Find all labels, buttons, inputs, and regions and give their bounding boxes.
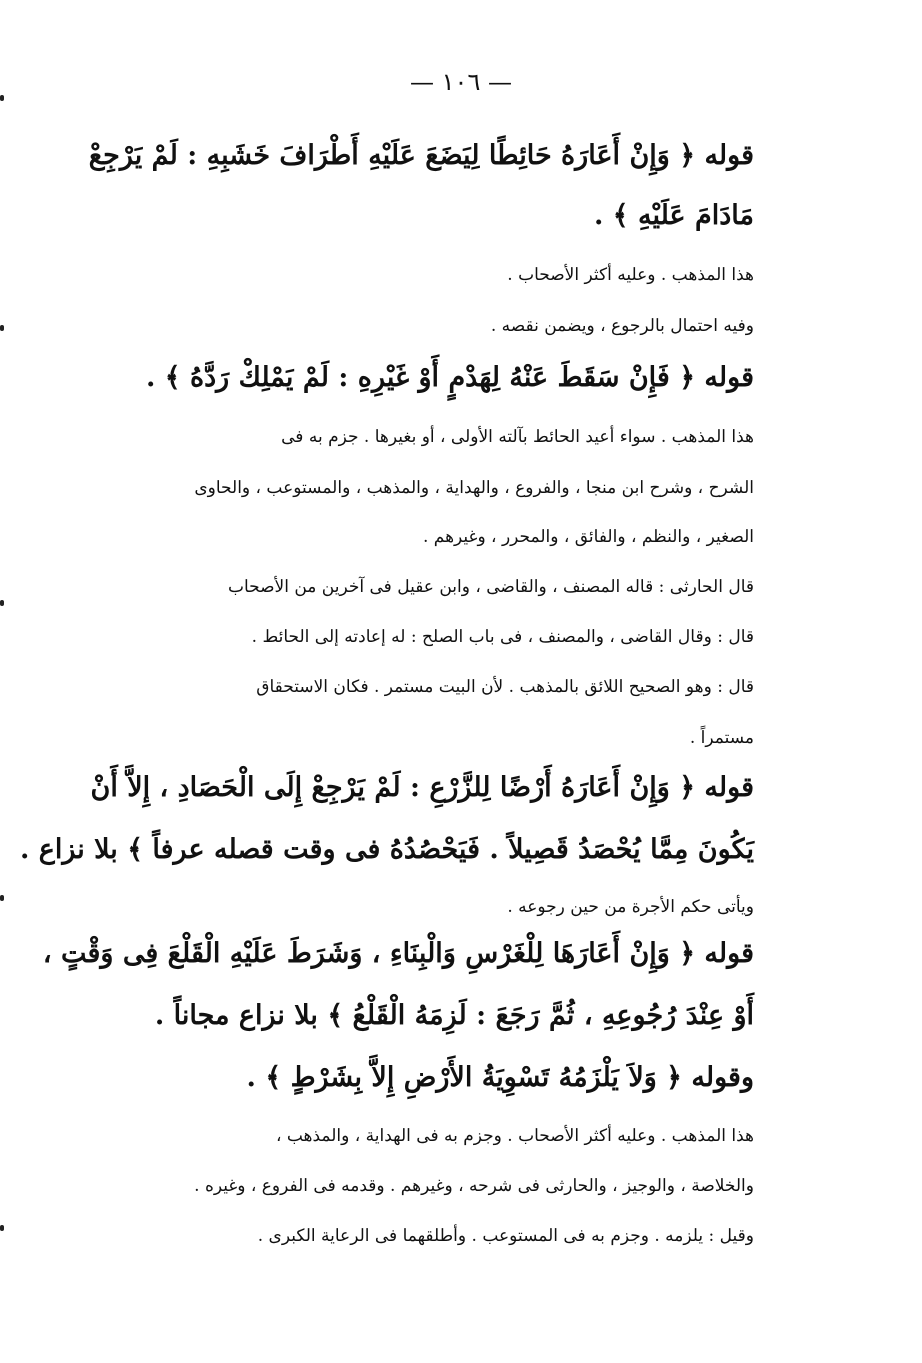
text-line: مَادَامَ عَلَيْهِ ﴾ . bbox=[593, 200, 754, 231]
scan-edge-mark bbox=[0, 600, 4, 606]
text-line: هذا المذهب . وعليه أكثر الأصحاب . bbox=[507, 265, 754, 285]
text-line: مستمراً . bbox=[689, 728, 754, 748]
text-line: الشرح ، وشرح ابن منجا ، والفروع ، والهداية ، والمذهب ، والمستوعب ، والحاوى bbox=[194, 478, 754, 498]
scan-edge-mark bbox=[0, 95, 4, 101]
text-line: وقيل : يلزمه . وجزم به فى المستوعب . وأطلقهما فى الرعاية الكبرى . bbox=[257, 1226, 754, 1246]
scan-edge-mark bbox=[0, 325, 4, 331]
text-line: قوله ﴿ فَإِنْ سَقَطَ عَنْهُ لِهَدْمٍ أَوْ غَيْرِهِ : لَمْ يَمْلِكْ رَدَّهُ ﴾ . bbox=[145, 362, 754, 393]
text-line: قوله ﴿ وَإِنْ أَعَارَهَا لِلْغَرْسِ وَالْبِنَاءِ ، وَشَرَطَ عَلَيْهِ الْقَلْعَ فِى وَقْتٍ ، bbox=[42, 938, 754, 969]
text-line: وقوله ﴿ وَلاَ يَلْزَمُهُ تَسْوِيَةُ الأَرْضِ إِلاَّ بِشَرْطٍ ﴾ . bbox=[246, 1062, 754, 1093]
text-line: ويأتى حكم الأجرة من حين رجوعه . bbox=[507, 897, 754, 917]
page-number: — ١٠٦ — bbox=[410, 68, 512, 96]
text-line: قال : وقال القاضى ، والمصنف ، فى باب الصلح : له إعادته إلى الحائط . bbox=[251, 627, 754, 647]
text-line: هذا المذهب . سواء أعيد الحائط بآلته الأولى ، أو بغيرها . جزم به فى bbox=[281, 427, 754, 447]
text-line: قال : وهو الصحيح اللائق بالمذهب . لأن البيت مستمر . فكان الاستحقاق bbox=[256, 677, 754, 697]
text-line: وفيه احتمال بالرجوع ، ويضمن نقصه . bbox=[490, 316, 754, 336]
text-line: قال الحارثى : قاله المصنف ، والقاضى ، وابن عقيل فى آخرين من الأصحاب bbox=[227, 577, 754, 597]
text-line: يَكُونَ مِمَّا يُحْصَدُ قَصِيلاً . فَيَحْصُدُهُ فى وقت قصله عرفاً ﴾ بلا نزاع . bbox=[19, 834, 754, 865]
text-line: أَوْ عِنْدَ رُجُوعِهِ ، ثُمَّ رَجَعَ : لَزِمَهُ الْقَلْعُ ﴾ بلا نزاع مجاناً . bbox=[154, 1000, 754, 1031]
text-line: قوله ﴿ وَإِنْ أَعَارَهُ حَائِطًا لِيَضَعَ عَلَيْهِ أَطْرَافَ خَشَبِهِ : لَمْ يَرْجِعْ bbox=[88, 140, 754, 171]
text-line: والخلاصة ، والوجيز ، والحارثى فى شرحه ، وغيرهم . وقدمه فى الفروع ، وغيره . bbox=[194, 1176, 754, 1196]
scan-edge-mark bbox=[0, 895, 4, 901]
text-line: الصغير ، والنظم ، والفائق ، والمحرر ، وغيرهم . bbox=[422, 527, 754, 547]
scan-edge-mark bbox=[0, 1225, 4, 1231]
text-line: هذا المذهب . وعليه أكثر الأصحاب . وجزم به فى الهداية ، والمذهب ، bbox=[275, 1126, 754, 1146]
text-line: قوله ﴿ وَإِنْ أَعَارَهُ أَرْضًا لِلزَّرْعِ : لَمْ يَرْجِعْ إِلَى الْحَصَادِ ، إِلاَّ أَنْ bbox=[90, 772, 754, 803]
